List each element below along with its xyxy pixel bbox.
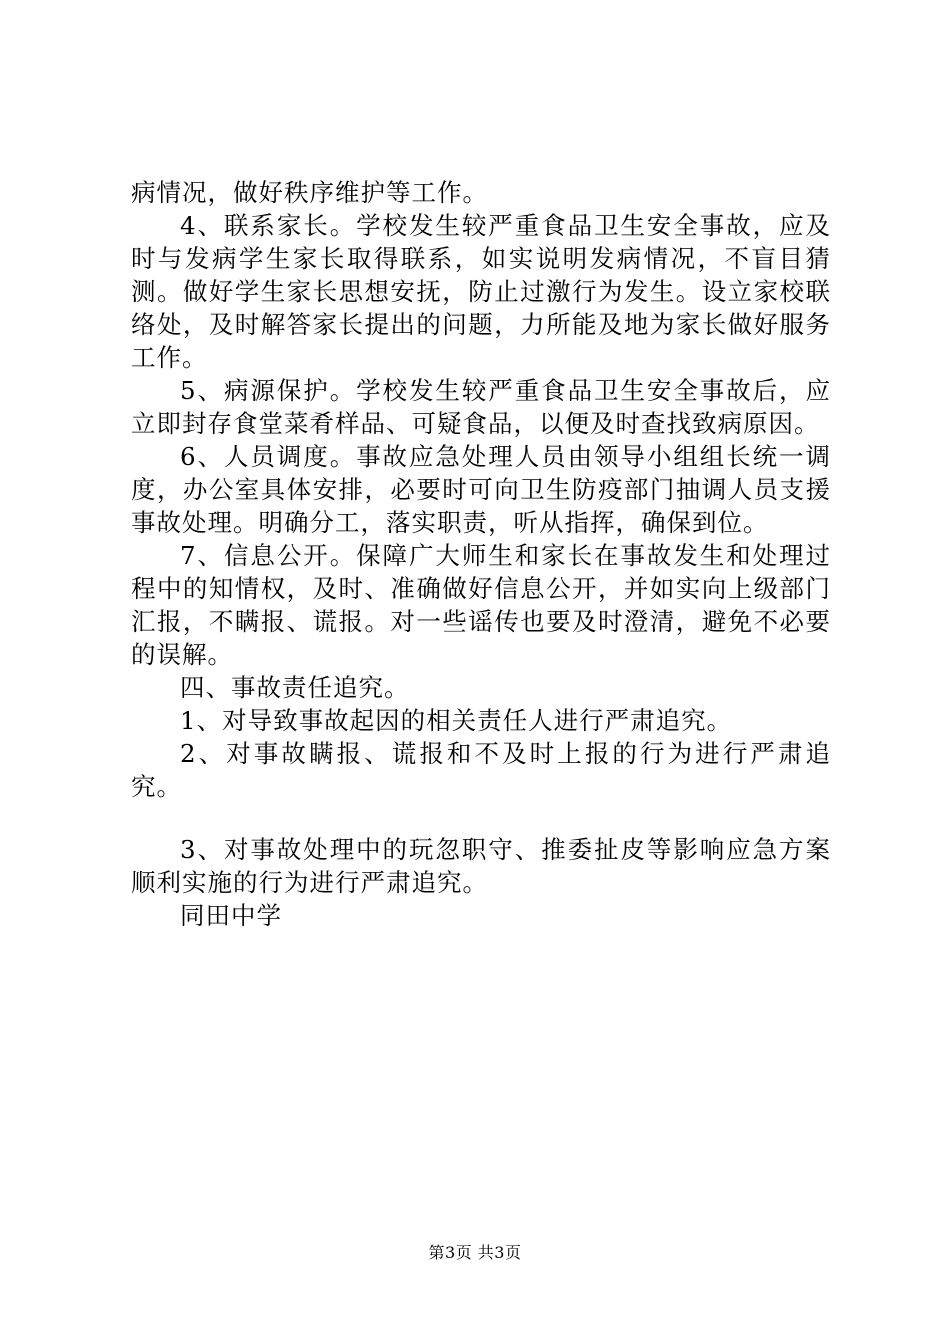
paragraph-staff-dispatch: 6、人员调度。事故应急处理人员由领导小组组长统一调度，办公室具体安排，必要时可向卫生防疫部门抽调人员支援事故处理。明确分工，落实职责，听从指挥，确保到位。 <box>131 442 831 537</box>
page-number-footer: 第3页 共3页 <box>428 1243 522 1262</box>
paragraph-contact-parents: 4、联系家长。学校发生较严重食品卫生安全事故，应及时与发病学生家长取得联系，如实说明发病情况，不盲目猜测。做好学生家长思想安抚，防止过激行为发生。设立家校联络处，及时解答家长提出的问题，力所能及地为家长做好服务工作。 <box>131 211 831 372</box>
paragraph-source-protection: 5、病源保护。学校发生较严重食品卫生安全事故后，应立即封存食堂菜肴样品、可疑食品，以便及时查找致病原因。 <box>131 376 831 438</box>
section-heading-accountability: 四、事故责任追究。 <box>180 673 410 702</box>
paragraph-accountability-2: 2、对事故瞒报、谎报和不及时上报的行为进行严肃追究。 <box>131 739 831 801</box>
paragraph-continuation: 病情况，做好秩序维护等工作。 <box>131 178 488 207</box>
document-body <box>131 176 831 932</box>
paragraph-information-disclosure: 7、信息公开。保障广大师生和家长在事故发生和处理过程中的知情权，及时、准确做好信息公开，并如实向上级部门汇报，不瞒报、谎报。对一些谣传也要及时澄清，避免不必要的误解。 <box>131 541 831 669</box>
paragraph-accountability-1: 1、对导致事故起因的相关责任人进行严肃追究。 <box>180 706 733 735</box>
signature-school-name: 同田中学 <box>180 901 282 930</box>
paragraph-accountability-3: 3、对事故处理中的玩忽职守、推委扯皮等影响应急方案顺利实施的行为进行严肃追究。 <box>131 835 831 897</box>
